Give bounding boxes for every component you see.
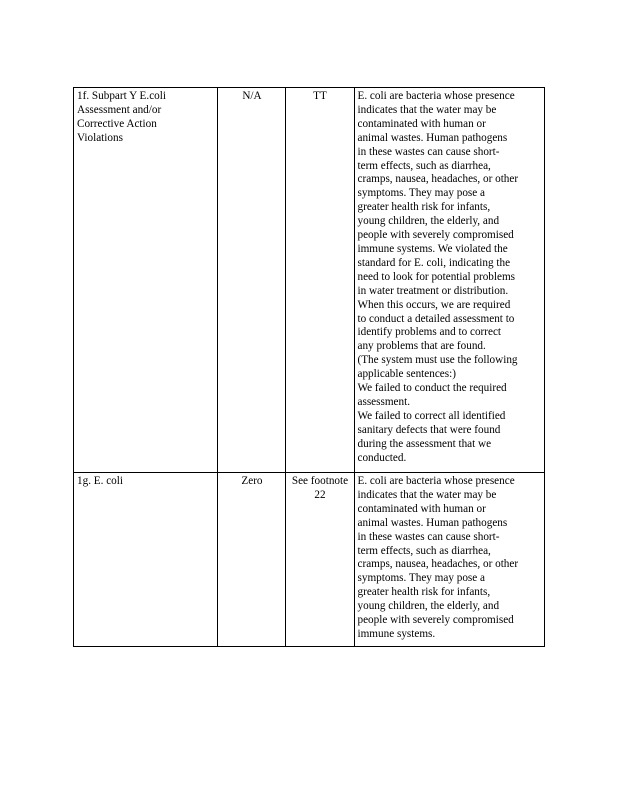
table-row	[74, 88, 545, 473]
health-effects-line: (The system must use the following	[357, 354, 518, 367]
health-effects-line: symptoms. They may pose a	[357, 187, 486, 200]
health-effects-line: term effects, such as diarrhea,	[357, 544, 491, 557]
health-effects-line: any problems that are found.	[357, 340, 486, 353]
mclg-value-line: 22	[314, 488, 326, 501]
health-effects-line: We failed to conduct the required	[357, 382, 507, 395]
contaminant-text-line: 1g. E. coli	[77, 475, 123, 487]
health-effects-line: greater health risk for infants,	[357, 201, 491, 214]
health-effects-line: contaminated with human or	[357, 117, 486, 130]
health-effects-line: indicates that the water may be	[357, 103, 497, 116]
contaminant-cell	[74, 473, 218, 647]
mcl-cell	[218, 88, 286, 473]
health-effects-line: standard for E. coli, indicating the	[357, 256, 511, 269]
mcl-value: Zero	[241, 475, 263, 487]
health-effects-line: young children, the elderly, and	[357, 600, 500, 613]
contaminant-text-line: Assessment and/or	[77, 103, 162, 116]
mclg-value: TT	[313, 90, 327, 102]
mclg-cell	[286, 473, 354, 647]
health-effects-line: E. coli are bacteria whose presence	[357, 90, 515, 102]
contaminant-cell	[74, 88, 218, 473]
health-effects-line: identify problems and to correct	[357, 326, 502, 339]
health-effects-line: people with severely compromised	[357, 614, 514, 627]
health-effects-line: cramps, nausea, headaches, or other	[357, 173, 519, 186]
health-effects-cell	[354, 473, 545, 647]
health-effects-line: greater health risk for infants,	[357, 586, 491, 599]
health-effects-line: symptoms. They may pose a	[357, 572, 486, 585]
health-effects-line: people with severely compromised	[357, 229, 514, 242]
contaminant-text-line: 1f. Subpart Y E.coli	[77, 90, 166, 102]
mcl-value: N/A	[242, 90, 262, 102]
health-effects-line: assessment.	[357, 395, 411, 408]
health-effects-line: sanitary defects that were found	[357, 423, 501, 436]
health-effects-line: We failed to correct all identified	[357, 409, 506, 422]
contaminant-text-line: Corrective Action	[77, 117, 157, 130]
health-effects-line: When this occurs, we are required	[357, 298, 511, 311]
mclg-value-line: See footnote	[291, 475, 349, 487]
contaminant-table	[73, 87, 545, 647]
health-effects-line: during the assessment that we	[357, 437, 492, 450]
health-effects-line: conducted.	[357, 451, 407, 464]
health-effects-line: animal wastes. Human pathogens	[357, 131, 508, 144]
health-effects-line: need to look for potential problems	[357, 270, 516, 283]
health-effects-line: animal wastes. Human pathogens	[357, 516, 508, 529]
health-effects-line: young children, the elderly, and	[357, 215, 500, 228]
table-row	[74, 473, 545, 647]
health-effects-line: contaminated with human or	[357, 502, 486, 515]
health-effects-line: cramps, nausea, headaches, or other	[357, 558, 519, 571]
health-effects-line: indicates that the water may be	[357, 488, 497, 501]
health-effects-line: applicable sentences:)	[357, 368, 456, 381]
health-effects-line: in water treatment or distribution.	[357, 284, 509, 297]
health-effects-line: immune systems. We violated the	[357, 242, 508, 255]
health-effects-line: term effects, such as diarrhea,	[357, 159, 491, 172]
mcl-cell	[218, 473, 286, 647]
health-effects-line: immune systems.	[357, 627, 436, 640]
health-effects-line: E. coli are bacteria whose presence	[357, 475, 515, 487]
health-effects-line: in these wastes can cause short-	[357, 145, 500, 158]
mclg-cell	[286, 88, 354, 473]
health-effects-line: to conduct a detailed assessment to	[357, 312, 515, 325]
health-effects-cell	[354, 88, 545, 473]
health-effects-line: in these wastes can cause short-	[357, 530, 500, 543]
contaminant-text-line: Violations	[77, 131, 123, 144]
